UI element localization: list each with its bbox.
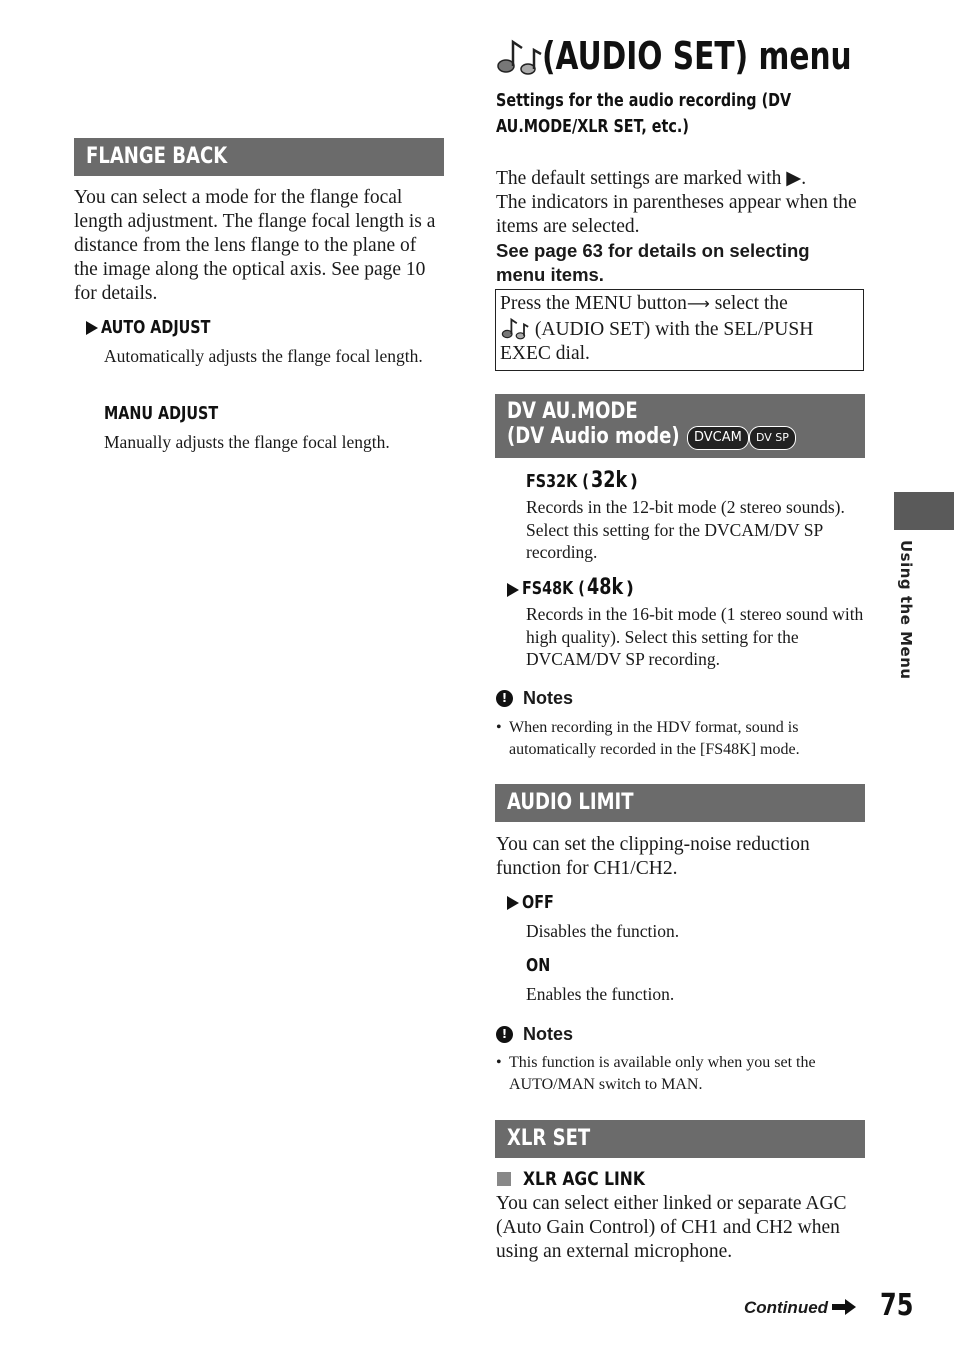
- dv-notes-label: Notes: [523, 688, 574, 708]
- indicators-text: The indicators in parentheses appear when the items are selected.: [496, 192, 857, 237]
- dv-note-text: When recording in the HDV format, sound is automatically recorded in the [FS48K] mode.: [509, 719, 800, 758]
- dv-note-item: • When recording in the HDV format, sound is automatically recorded in the [FS48K] mode.: [496, 717, 856, 760]
- limit-note-text: This function is available only when you set the AUTO/MAN switch to MAN.: [509, 1054, 816, 1093]
- page-number: [880, 1288, 922, 1323]
- instruction-line1: Press the MENU button: [500, 293, 687, 314]
- dv-au-mode-header: [495, 394, 865, 458]
- manu-adjust-description: Manually adjusts the flange focal length.: [104, 432, 390, 452]
- off-label: OFF: [522, 893, 554, 913]
- dv-notes-heading: [496, 688, 573, 709]
- off-option: [507, 893, 561, 913]
- continued-arrow-icon: [832, 1299, 856, 1315]
- right-arrow-icon: ⟶: [686, 294, 710, 313]
- limit-notes-label: Notes: [523, 1024, 574, 1044]
- xlr-set-header: [495, 1120, 865, 1158]
- fs32k-label: FS32K (: [526, 472, 589, 492]
- auto-adjust-description: Automatically adjusts the flange focal length.: [104, 346, 423, 366]
- flange-back-header: [74, 138, 444, 176]
- fs32k-description: Records in the 12-bit mode (2 stereo sounds). Select this setting for the DVCAM/DV SP recording.: [526, 497, 845, 562]
- limit-notes-heading: [496, 1024, 573, 1045]
- fs48k-option: [507, 575, 634, 600]
- audio-limit-header: [495, 784, 865, 822]
- manu-adjust-label: MANU ADJUST: [104, 404, 219, 424]
- page-subtitle: [496, 88, 856, 140]
- square-bullet-icon: [497, 1172, 511, 1186]
- page-title-text: (AUDIO SET) menu: [542, 34, 852, 78]
- notes-icon: !: [496, 1026, 513, 1043]
- off-description: Disables the function.: [526, 921, 680, 941]
- on-label: ON: [526, 956, 551, 976]
- page-subtitle-text: Settings for the audio recording (DV AU.MODE/XLR SET, etc.): [496, 91, 792, 137]
- dv-au-mode-subtitle: (DV Audio mode): [507, 424, 680, 449]
- auto-adjust-label: AUTO ADJUST: [101, 318, 211, 338]
- limit-note-item: • This function is available only when you set the AUTO/MAN switch to MAN.: [496, 1052, 864, 1095]
- section-side-label: Using the Menu: [897, 540, 915, 680]
- notes-icon: !: [496, 690, 513, 707]
- xlr-agc-link-label: XLR AGC LINK: [523, 1168, 645, 1190]
- fs32k-icon: 32k: [590, 468, 627, 493]
- on-option: [526, 956, 556, 976]
- see-page-text: See page 63 for details on selecting menu items.: [496, 240, 810, 285]
- auto-adjust-option: [86, 318, 234, 338]
- music-notes-icon-small: [500, 316, 530, 340]
- instruction-line2: (AUDIO SET) with the SEL/PUSH: [534, 319, 814, 340]
- flange-back-title: FLANGE BACK: [86, 144, 228, 169]
- audio-limit-title: AUDIO LIMIT: [507, 790, 634, 815]
- fs32k-close: ): [629, 472, 638, 492]
- fs48k-label: FS48K (: [522, 579, 585, 599]
- fs48k-close: ): [625, 579, 634, 599]
- flange-back-description: You can select a mode for the flange focal length adjustment. The flange focal length is a distance from the lens flange to the plane of the image along the optical axis. See page 10 for details.: [74, 187, 436, 304]
- fs48k-icon: 48k: [586, 575, 623, 600]
- xlr-agc-link-heading: [497, 1168, 672, 1190]
- default-settings-text: The default settings are marked with ▶.: [496, 168, 807, 189]
- section-side-tab: [894, 492, 954, 530]
- continued-text: Continued: [744, 1298, 829, 1317]
- page-number-text: 75: [880, 1288, 914, 1323]
- fs32k-option: [526, 468, 638, 493]
- default-marker-icon: [507, 583, 519, 597]
- dv-au-mode-title: DV AU.MODE: [507, 399, 638, 424]
- default-marker-icon: [507, 896, 519, 910]
- fs48k-description: Records in the 16-bit mode (1 stereo sound with high quality). Select this setting for the DVCAM/DV SP recording.: [526, 604, 864, 669]
- instruction-line3: EXEC dial.: [500, 343, 590, 364]
- xlr-set-description: You can select either linked or separate AGC (Auto Gain Control) of CH1 and CH2 when using an external microphone.: [496, 1193, 847, 1262]
- default-marker-icon: [86, 321, 98, 335]
- music-notes-icon: [496, 36, 542, 76]
- audio-limit-description: You can set the clipping-noise reduction function for CH1/CH2.: [496, 834, 810, 879]
- continued-indicator: [744, 1298, 856, 1318]
- dv-sp-badge: DV SP: [749, 426, 796, 450]
- instruction-box: [495, 289, 864, 371]
- dvcam-badge: DVCAM: [687, 426, 749, 450]
- xlr-set-title: XLR SET: [507, 1126, 591, 1151]
- instruction-line1b: select the: [714, 293, 788, 314]
- on-description: Enables the function.: [526, 984, 675, 1004]
- manu-adjust-option: [104, 404, 243, 424]
